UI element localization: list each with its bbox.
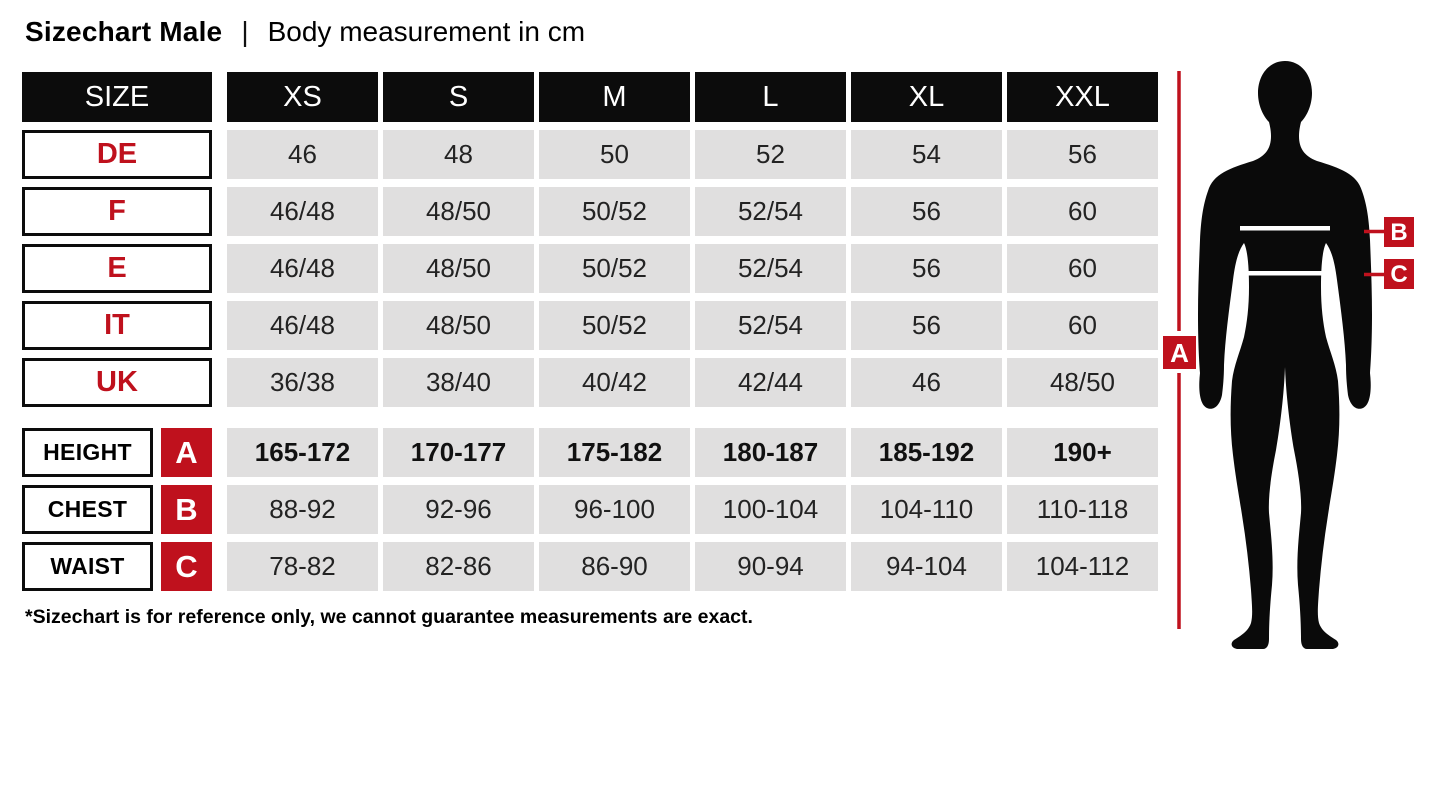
title-subtitle: Body measurement in cm [267,16,586,47]
region-label: UK [22,358,212,407]
region-label: DE [22,130,212,179]
size-value-cell: 48/50 [383,301,534,350]
measure-value-cell: 96-100 [539,485,690,534]
size-value-cell: 56 [851,244,1002,293]
measure-label: HEIGHT [22,428,153,477]
size-value-cell: 50/52 [539,301,690,350]
size-value-cell: 38/40 [383,358,534,407]
size-value-cell: 52 [695,130,846,179]
male-silhouette-icon [1160,55,1441,655]
table-row [22,542,1158,591]
size-value-cell: 60 [1007,244,1158,293]
size-value-cell: 46/48 [227,187,378,236]
measure-value-cell: 175-182 [539,428,690,477]
measure-value-cell: 170-177 [383,428,534,477]
size-header-cell: S [383,72,534,122]
title-main: Sizechart Male [25,16,223,47]
size-value-cell: 46/48 [227,244,378,293]
size-value-cell: 46 [227,130,378,179]
size-value-cell: 54 [851,130,1002,179]
size-value-cell: 40/42 [539,358,690,407]
size-value-cell: 52/54 [695,301,846,350]
marker-badge: B [161,485,212,534]
chest-band-line [1240,226,1330,231]
marker-badge: A [161,428,212,477]
size-value-cell: 56 [1007,130,1158,179]
size-value-cell: 52/54 [695,187,846,236]
marker-badge: C [161,542,212,591]
measure-label: CHEST [22,485,153,534]
size-value-cell: 48 [383,130,534,179]
marker-c-letter: C [1390,261,1408,288]
size-header-cell: L [695,72,846,122]
table-row [22,428,1158,477]
size-value-cell: 50 [539,130,690,179]
size-value-cell: 50/52 [539,244,690,293]
measure-value-cell: 110-118 [1007,485,1158,534]
table-row [22,244,1158,293]
body-measure-rows [22,428,1158,591]
region-label: F [22,187,212,236]
region-size-rows [22,130,1158,407]
measure-value-cell: 180-187 [695,428,846,477]
measure-value-cell: 88-92 [227,485,378,534]
marker-b-letter: B [1390,219,1408,246]
measure-label: WAIST [22,542,153,591]
table-row [22,301,1158,350]
waist-band-line [1244,271,1326,276]
size-value-cell: 52/54 [695,244,846,293]
measure-value-cell: 78-82 [227,542,378,591]
measure-value-cell: 94-104 [851,542,1002,591]
size-value-cell: 46 [851,358,1002,407]
size-header-cell: XL [851,72,1002,122]
table-row [22,187,1158,236]
measure-value-cell: 104-112 [1007,542,1158,591]
page-title [25,16,585,48]
size-value-cell: 48/50 [383,244,534,293]
measure-value-cell: 185-192 [851,428,1002,477]
footnote-text: *Sizechart is for reference only, we cannot guarantee measurements are exact. [25,606,753,628]
table-row [22,358,1158,407]
title-separator: | [241,16,249,47]
size-value-cell: 46/48 [227,301,378,350]
size-value-cell: 48/50 [1007,358,1158,407]
body-silhouette-shape [1198,61,1372,649]
sizechart-table [22,72,1158,599]
size-value-cell: 56 [851,301,1002,350]
size-header-cell: XS [227,72,378,122]
size-value-cell: 56 [851,187,1002,236]
measure-value-cell: 190+ [1007,428,1158,477]
region-label: IT [22,301,212,350]
size-header-cell: M [539,72,690,122]
table-row [22,130,1158,179]
size-header-cell: XXL [1007,72,1158,122]
size-value-cell: 60 [1007,301,1158,350]
measure-value-cell: 86-90 [539,542,690,591]
size-header-row [22,72,1158,122]
male-silhouette-figure [1160,55,1441,655]
measure-value-cell: 104-110 [851,485,1002,534]
size-value-cell: 60 [1007,187,1158,236]
size-value-cell: 36/38 [227,358,378,407]
measure-value-cell: 90-94 [695,542,846,591]
size-value-cell: 48/50 [383,187,534,236]
section-gap [22,415,1158,428]
size-value-cell: 42/44 [695,358,846,407]
measure-value-cell: 92-96 [383,485,534,534]
size-value-cell: 50/52 [539,187,690,236]
table-row [22,485,1158,534]
region-label: E [22,244,212,293]
measure-value-cell: 100-104 [695,485,846,534]
marker-a-letter: A [1170,338,1189,368]
measure-value-cell: 165-172 [227,428,378,477]
measure-value-cell: 82-86 [383,542,534,591]
size-header-label: SIZE [22,72,212,122]
